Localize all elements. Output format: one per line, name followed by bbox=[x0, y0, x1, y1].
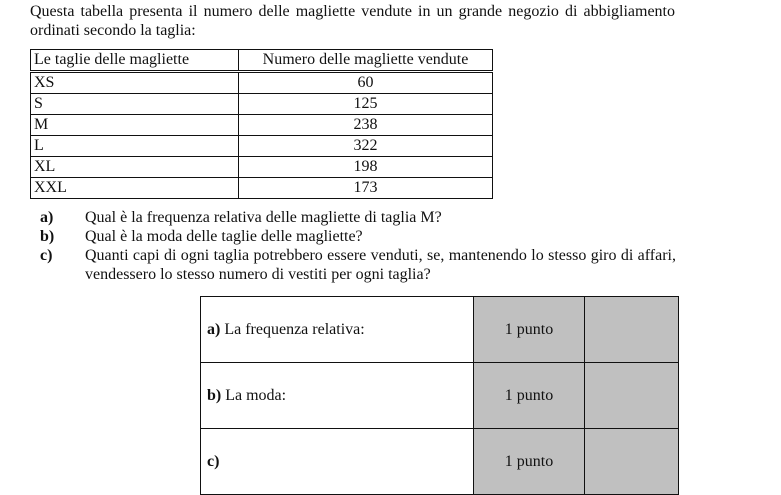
points-cell: 1 punto bbox=[474, 429, 585, 495]
table-row bbox=[31, 178, 493, 199]
score-blank-cell bbox=[585, 297, 679, 363]
question-a bbox=[40, 208, 676, 227]
score-blank-cell bbox=[585, 363, 679, 429]
question-text: Quanti capi di ogni taglia potrebbero essere venduti, se, mantenendo lo stesso giro di affari, vendessero lo stesso numero di vestiti per ogni taglia? bbox=[85, 247, 676, 283]
sizes-table bbox=[30, 49, 493, 199]
size-cell: XS bbox=[31, 72, 239, 94]
intro-paragraph: Questa tabella presenta il numero delle magliette vendute in un grande negozio di abbigliamento ordinati secondo la taglia: bbox=[30, 3, 675, 39]
question-letter: c) bbox=[40, 247, 53, 264]
size-column-header: Le taglie delle magliette bbox=[31, 50, 239, 72]
size-cell: XXL bbox=[31, 178, 239, 199]
answer-letter: c) bbox=[207, 452, 220, 470]
answer-letter: b) bbox=[207, 386, 222, 404]
table-row bbox=[31, 136, 493, 157]
score-row-c bbox=[201, 429, 679, 495]
answer-label: La frequenza relativa: bbox=[220, 320, 365, 338]
points-cell: 1 punto bbox=[474, 297, 585, 363]
answer-label-cell bbox=[201, 297, 474, 363]
table-row bbox=[31, 72, 493, 94]
count-cell: 322 bbox=[239, 136, 493, 157]
size-cell: L bbox=[31, 136, 239, 157]
table-row bbox=[31, 94, 493, 115]
score-row-b bbox=[201, 363, 679, 429]
points-cell: 1 punto bbox=[474, 363, 585, 429]
size-cell: M bbox=[31, 115, 239, 136]
size-cell: S bbox=[31, 94, 239, 115]
table-row bbox=[31, 115, 493, 136]
count-cell: 125 bbox=[239, 94, 493, 115]
size-cell: XL bbox=[31, 157, 239, 178]
count-cell: 173 bbox=[239, 178, 493, 199]
question-text: Qual è la moda delle taglie delle magliette? bbox=[85, 228, 363, 245]
score-row-a bbox=[201, 297, 679, 363]
question-text: Qual è la frequenza relativa delle magliette di taglia M? bbox=[85, 209, 442, 226]
answer-label-cell bbox=[201, 429, 474, 495]
count-cell: 60 bbox=[239, 72, 493, 94]
table-row bbox=[31, 157, 493, 178]
answer-label-cell bbox=[201, 363, 474, 429]
answer-label: La moda: bbox=[221, 386, 287, 404]
count-column-header: Numero delle magliette vendute bbox=[239, 50, 493, 72]
score-table bbox=[200, 296, 679, 495]
questions-list bbox=[40, 208, 676, 284]
question-letter: a) bbox=[40, 209, 54, 226]
count-cell: 238 bbox=[239, 115, 493, 136]
question-c bbox=[40, 246, 676, 284]
count-cell: 198 bbox=[239, 157, 493, 178]
sizes-table-header-row bbox=[31, 50, 493, 72]
answer-letter: a) bbox=[207, 320, 221, 338]
question-b bbox=[40, 227, 676, 246]
question-letter: b) bbox=[40, 228, 55, 245]
score-blank-cell bbox=[585, 429, 679, 495]
